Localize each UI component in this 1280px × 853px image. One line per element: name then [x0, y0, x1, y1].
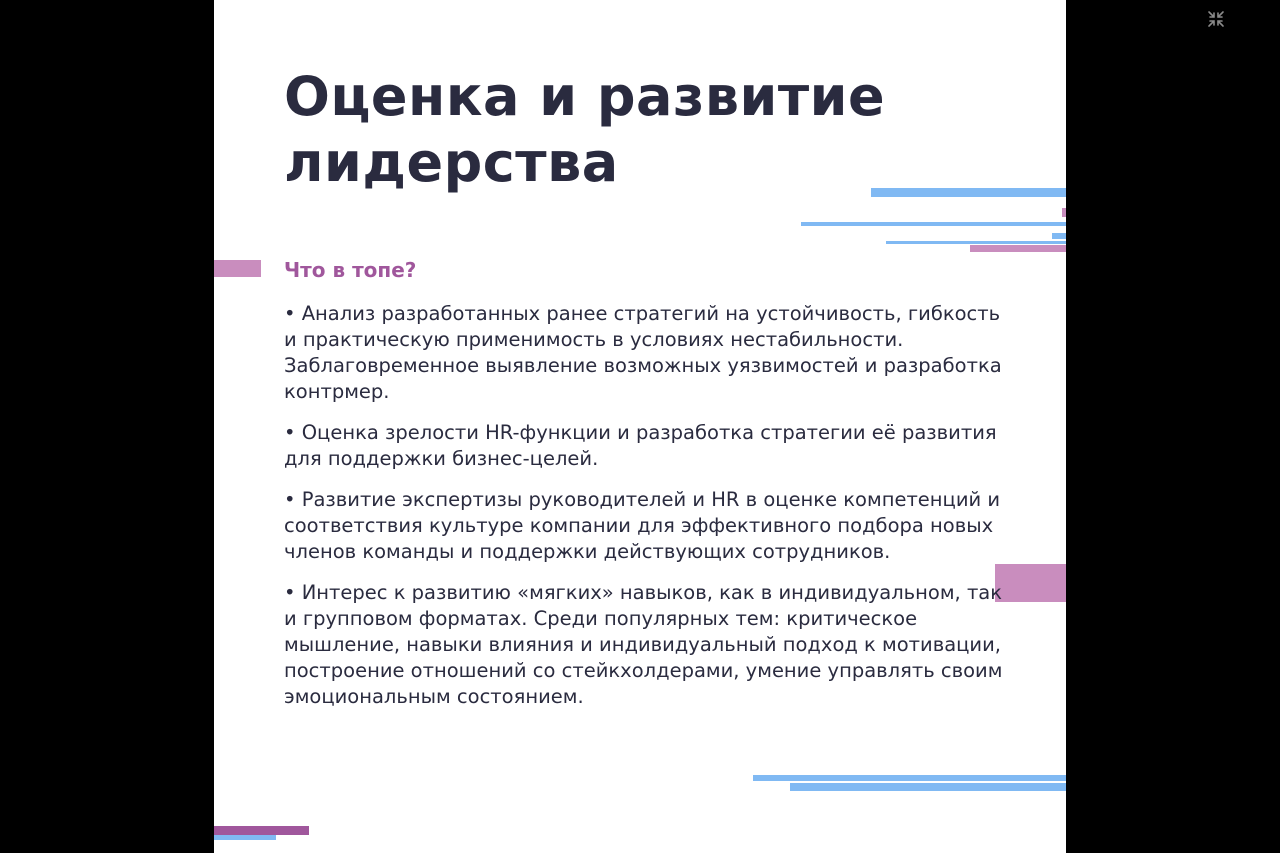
- list-item: • Анализ разработанных ранее стратегий на устойчивость, гибкость и практическую применимость в условиях нестабильности. Заблаговременное выявление возможных уязвимостей и разработка контрмер.: [284, 302, 1002, 403]
- decor-stripe: [995, 564, 1066, 602]
- list-item: • Оценка зрелости HR-функции и разработка стратегии её развития для поддержки бизнес-целей.: [284, 421, 997, 470]
- decor-stripe: [1062, 208, 1066, 217]
- bullet-list: [284, 301, 1004, 725]
- collapse-arrows-icon: [1205, 8, 1227, 30]
- decor-stripe: [214, 260, 261, 277]
- exit-fullscreen-button[interactable]: [1205, 8, 1227, 30]
- decor-stripe: [970, 245, 1066, 252]
- decor-stripe: [801, 222, 1066, 226]
- decor-stripe: [1052, 233, 1066, 239]
- decor-stripe: [214, 826, 309, 835]
- slide-title: Оценка и развитие лидерства: [284, 65, 886, 194]
- slide-subheading: Что в топе?: [284, 258, 417, 282]
- slide: [214, 0, 1066, 853]
- list-item: • Интерес к развитию «мягких» навыков, как в индивидуальном, так и групповом форматах. Среди популярных тем: критическое мышление, навыки влияния и индивидуальный подход к мотивации, построение отношений со стейкхолдерами, умение управлять своим эмоциональным состоянием.: [284, 581, 1003, 708]
- decor-stripe: [753, 775, 1066, 781]
- list-item: • Развитие экспертизы руководителей и HR в оценке компетенций и соответствия культуре компании для эффективного подбора новых членов команды и поддержки действующих сотрудников.: [284, 488, 1001, 563]
- decor-stripe: [214, 835, 276, 840]
- decor-stripe: [790, 783, 1066, 791]
- decor-stripe: [886, 241, 1066, 244]
